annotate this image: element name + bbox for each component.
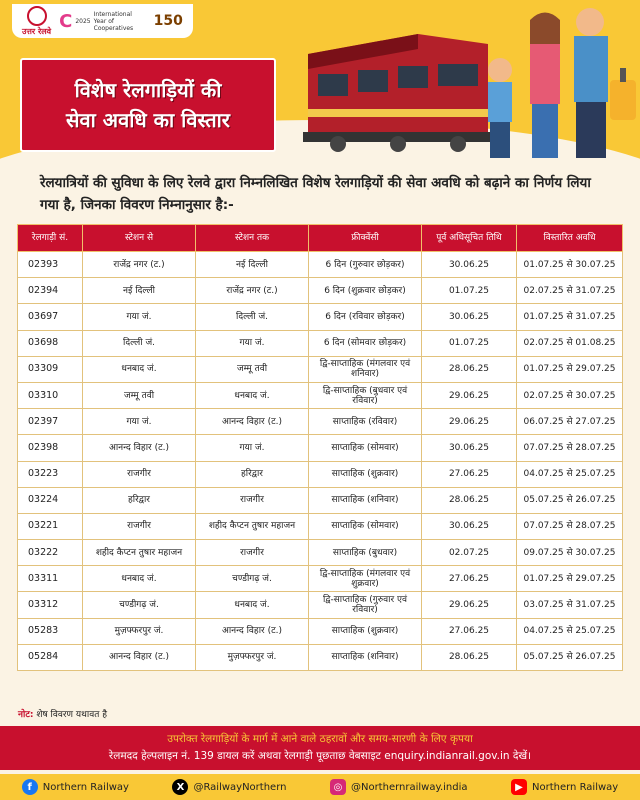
cell-from-station: गया जं.	[83, 409, 196, 435]
cell-notified-date: 29.06.25	[422, 409, 517, 435]
cell-train-no: 02394	[18, 278, 83, 304]
special-trains-table	[17, 224, 623, 671]
cell-frequency: साप्ताहिक (शुक्रवार)	[309, 618, 422, 644]
table-row	[18, 566, 623, 592]
cell-notified-date: 27.06.25	[422, 461, 517, 487]
cell-to-station: चण्डीगढ़ जं.	[196, 566, 309, 592]
cell-frequency: द्वि-साप्ताहिक (बुधवार एवं रविवार)	[309, 382, 422, 408]
cell-to-station: धनबाद जं.	[196, 592, 309, 618]
cell-to-station: आनन्द विहार (ट.)	[196, 618, 309, 644]
cell-frequency: द्वि-साप्ताहिक (मंगलवार एवं शुक्रवार)	[309, 566, 422, 592]
cell-frequency: साप्ताहिक (शुक्रवार)	[309, 461, 422, 487]
cooperatives-logo	[59, 11, 146, 32]
cell-to-station: शहीद कैप्टन तुषार महाजन	[196, 513, 309, 539]
cell-from-station: राजेंद्र नगर (ट.)	[83, 252, 196, 278]
cell-to-station: नई दिल्ली	[196, 252, 309, 278]
cell-to-station: गया जं.	[196, 435, 309, 461]
instagram-handle: @Northernrailway.india	[350, 781, 468, 793]
table-row	[18, 435, 623, 461]
cell-notified-date: 29.06.25	[422, 382, 517, 408]
cell-frequency: साप्ताहिक (शनिवार)	[309, 487, 422, 513]
cell-from-station: मुज़फ्फरपुर जं.	[83, 618, 196, 644]
cell-to-station: राजेंद्र नगर (ट.)	[196, 278, 309, 304]
cell-notified-date: 27.06.25	[422, 618, 517, 644]
facebook-icon: f	[22, 779, 38, 795]
table-row	[18, 461, 623, 487]
cell-frequency: साप्ताहिक (रविवार)	[309, 409, 422, 435]
cell-extended-period: 01.07.25 से 31.07.25	[517, 304, 623, 330]
cell-to-station: दिल्ली जं.	[196, 304, 309, 330]
cell-extended-period: 01.07.25 से 29.07.25	[517, 356, 623, 382]
cell-train-no: 02393	[18, 252, 83, 278]
coop-c-icon: C	[59, 10, 73, 32]
northern-railway-logo: उत्तर रेलवे	[22, 6, 51, 37]
instagram-link[interactable]	[330, 779, 468, 795]
x-icon: X	[172, 779, 188, 795]
logo-150: 150	[153, 13, 183, 29]
cell-from-station: राजगीर	[83, 513, 196, 539]
cell-from-station: नई दिल्ली	[83, 278, 196, 304]
x-handle: @RailwayNorthern	[193, 781, 287, 793]
cell-train-no: 05283	[18, 618, 83, 644]
x-link[interactable]	[172, 779, 286, 795]
cell-notified-date: 28.06.25	[422, 356, 517, 382]
table-row	[18, 513, 623, 539]
coop-year: 2025	[75, 17, 91, 25]
table-header-row	[18, 225, 623, 252]
cell-notified-date: 02.07.25	[422, 540, 517, 566]
cell-extended-period: 01.07.25 से 29.07.25	[517, 566, 623, 592]
cell-frequency: द्वि-साप्ताहिक (गुरुवार एवं रविवार)	[309, 592, 422, 618]
cell-notified-date: 30.06.25	[422, 435, 517, 461]
cell-extended-period: 02.07.25 से 30.07.25	[517, 382, 623, 408]
facebook-link[interactable]	[22, 779, 129, 795]
cell-frequency: 6 दिन (शुक्रवार छोड़कर)	[309, 278, 422, 304]
cell-train-no: 03697	[18, 304, 83, 330]
header-banner	[0, 0, 640, 165]
cell-notified-date: 30.06.25	[422, 304, 517, 330]
cell-extended-period: 05.07.25 से 26.07.25	[517, 487, 623, 513]
header-notified-date: पूर्व अधिसूचित तिथि	[422, 225, 517, 252]
header-frequency: फ्रीक्वेंसी	[309, 225, 422, 252]
cell-from-station: आनन्द विहार (ट.)	[83, 644, 196, 670]
cell-frequency: साप्ताहिक (सोमवार)	[309, 513, 422, 539]
facebook-handle: Northern Railway	[42, 781, 129, 793]
cell-from-station: दिल्ली जं.	[83, 330, 196, 356]
cell-from-station: गया जं.	[83, 304, 196, 330]
table-row	[18, 382, 623, 408]
cell-to-station: गया जं.	[196, 330, 309, 356]
cell-extended-period: 03.07.25 से 31.07.25	[517, 592, 623, 618]
cell-train-no: 05284	[18, 644, 83, 670]
cell-to-station: राजगीर	[196, 540, 309, 566]
header-to-station: स्टेशन तक	[196, 225, 309, 252]
cell-notified-date: 01.07.25	[422, 330, 517, 356]
cell-train-no: 03223	[18, 461, 83, 487]
table-row	[18, 592, 623, 618]
cell-from-station: हरिद्वार	[83, 487, 196, 513]
cell-from-station: राजगीर	[83, 461, 196, 487]
cell-train-no: 03312	[18, 592, 83, 618]
table-row	[18, 330, 623, 356]
table-row	[18, 409, 623, 435]
cell-notified-date: 30.06.25	[422, 252, 517, 278]
cell-train-no: 02398	[18, 435, 83, 461]
cell-from-station: धनबाद जं.	[83, 356, 196, 382]
cell-extended-period: 05.07.25 से 26.07.25	[517, 644, 623, 670]
cell-extended-period: 06.07.25 से 27.07.25	[517, 409, 623, 435]
family-illustration	[470, 0, 640, 158]
banner-enquiry-link[interactable]: enquiry.indianrail.gov.in	[384, 750, 510, 762]
cell-train-no: 03224	[18, 487, 83, 513]
note	[18, 707, 107, 720]
info-banner	[0, 726, 640, 770]
banner-end-text: देखें।	[512, 750, 532, 762]
coop-text: International Year of Cooperatives	[93, 10, 134, 32]
instagram-icon: ◎	[330, 779, 346, 795]
youtube-link[interactable]	[511, 779, 618, 795]
table-row	[18, 356, 623, 382]
title-line-2: सेवा अवधि का विस्तार	[66, 108, 230, 132]
banner-line-2	[0, 748, 640, 765]
cell-extended-period: 04.07.25 से 25.07.25	[517, 461, 623, 487]
cell-extended-period: 04.07.25 से 25.07.25	[517, 618, 623, 644]
intro-paragraph: रेलयात्रियों की सुविधा के लिए रेलवे द्वारा निम्नलिखित विशेष रेलगाड़ियों की सेवा अवधि को बढ़ाने का निर्णय लिया गया है, जिनका विवरण निम्नानुसार है:-	[40, 175, 591, 213]
cell-to-station: राजगीर	[196, 487, 309, 513]
cell-extended-period: 07.07.25 से 28.07.25	[517, 435, 623, 461]
cell-to-station: आनन्द विहार (ट.)	[196, 409, 309, 435]
table-row	[18, 304, 623, 330]
header-from-station: स्टेशन से	[83, 225, 196, 252]
cell-frequency: द्वि-साप्ताहिक (मंगलवार एवं शनिवार)	[309, 356, 422, 382]
logo-strip	[12, 4, 193, 38]
cell-extended-period: 01.07.25 से 30.07.25	[517, 252, 623, 278]
cell-frequency: 6 दिन (सोमवार छोड़कर)	[309, 330, 422, 356]
cell-to-station: धनबाद जं.	[196, 382, 309, 408]
table-row	[18, 278, 623, 304]
cell-to-station: हरिद्वार	[196, 461, 309, 487]
note-label: नोट:	[18, 710, 34, 720]
cell-from-station: शहीद कैप्टन तुषार महाजन	[83, 540, 196, 566]
table-row	[18, 540, 623, 566]
cell-notified-date: 01.07.25	[422, 278, 517, 304]
cell-extended-period: 07.07.25 से 28.07.25	[517, 513, 623, 539]
page-title	[20, 58, 276, 152]
cell-notified-date: 30.06.25	[422, 513, 517, 539]
cell-frequency: साप्ताहिक (बुधवार)	[309, 540, 422, 566]
header-train-no: रेलगाड़ी सं.	[18, 225, 83, 252]
cell-from-station: चण्डीगढ़ जं.	[83, 592, 196, 618]
cell-extended-period: 02.07.25 से 31.07.25	[517, 278, 623, 304]
cell-train-no: 03309	[18, 356, 83, 382]
banner-helpline-text: रेलमदद हेल्पलाइन नं. 139 डायल करें अथवा रेलगाड़ी पूछताछ वेबसाइट	[108, 750, 381, 762]
cell-notified-date: 28.06.25	[422, 487, 517, 513]
cell-notified-date: 29.06.25	[422, 592, 517, 618]
train-illustration	[298, 14, 498, 154]
railway-emblem-icon	[27, 6, 47, 26]
table-row	[18, 618, 623, 644]
note-text: शेष विवरण यथावत है	[36, 710, 107, 720]
cell-to-station: जम्मू तवी	[196, 356, 309, 382]
youtube-icon: ▶	[511, 779, 527, 795]
cell-from-station: आनन्द विहार (ट.)	[83, 435, 196, 461]
header-extended-period: विस्तारित अवधि	[517, 225, 623, 252]
cell-train-no: 02397	[18, 409, 83, 435]
title-line-1: विशेष रेलगाड़ियों की	[74, 78, 222, 102]
cell-train-no: 03221	[18, 513, 83, 539]
cell-frequency: साप्ताहिक (सोमवार)	[309, 435, 422, 461]
youtube-handle: Northern Railway	[532, 781, 619, 793]
cell-train-no: 03311	[18, 566, 83, 592]
cell-notified-date: 28.06.25	[422, 644, 517, 670]
cell-extended-period: 09.07.25 से 30.07.25	[517, 540, 623, 566]
table-row	[18, 487, 623, 513]
cell-frequency: 6 दिन (गुरुवार छोड़कर)	[309, 252, 422, 278]
table-body	[18, 252, 623, 671]
cell-frequency: साप्ताहिक (शनिवार)	[309, 644, 422, 670]
table-row	[18, 252, 623, 278]
cell-train-no: 03310	[18, 382, 83, 408]
cell-from-station: जम्मू तवी	[83, 382, 196, 408]
cell-from-station: धनबाद जं.	[83, 566, 196, 592]
cell-frequency: 6 दिन (रविवार छोड़कर)	[309, 304, 422, 330]
cell-train-no: 03222	[18, 540, 83, 566]
cell-train-no: 03698	[18, 330, 83, 356]
social-footer	[0, 774, 640, 800]
cell-notified-date: 27.06.25	[422, 566, 517, 592]
cell-to-station: मुज़फ्फरपुर जं.	[196, 644, 309, 670]
cell-extended-period: 02.07.25 से 01.08.25	[517, 330, 623, 356]
banner-line-1: उपरोक्त रेलगाड़ियों के मार्ग में आने वाले ठहरावों और समय-सारणी के लिए कृपया	[167, 733, 473, 745]
table-row	[18, 644, 623, 670]
